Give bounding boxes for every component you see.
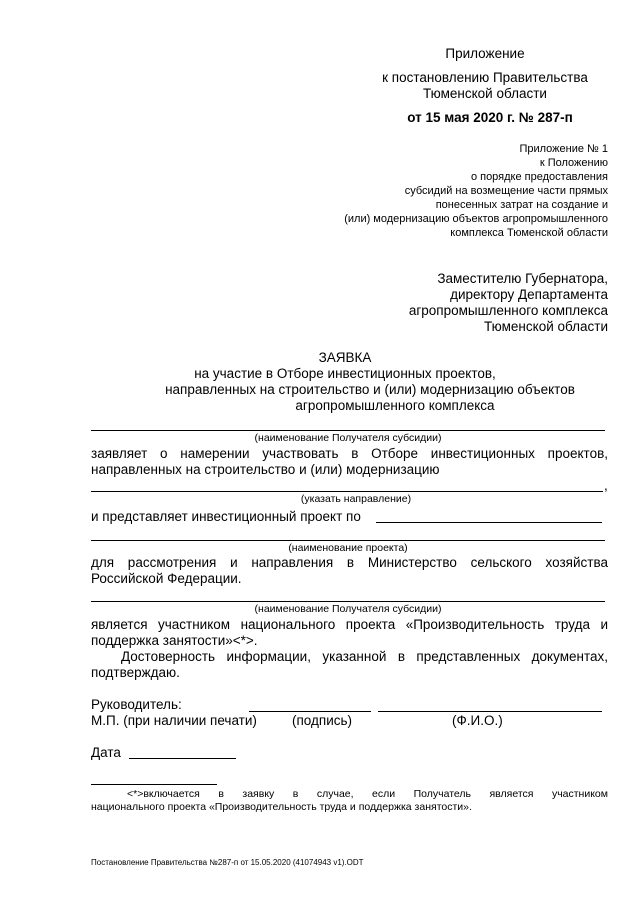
footnote-text: <*>включается в заявку в случае, если Получатель является участником [127, 788, 608, 800]
title-line: направленных на строительство и (или) модернизацию объектов [165, 382, 575, 397]
region-name: Тюменской области [423, 86, 547, 101]
review-text: для рассмотрения и направления в Министерство сельского хозяйства [91, 555, 608, 570]
annex-line: понесенных затрат на создание и [435, 199, 608, 211]
project-caption: (наименование проекта) [288, 542, 408, 554]
recipient-caption-2: (наименование Получателя субсидии) [254, 603, 442, 615]
addressee-line: Заместителю Губернатора, [437, 271, 608, 286]
confirm-text-cont: подтверждаю. [91, 665, 180, 680]
date-label: Дата [91, 745, 121, 760]
presents-text: и представляет инвестиционный проект по [91, 509, 361, 524]
direction-caption: (указать направление) [300, 493, 412, 505]
signature-field[interactable] [249, 711, 371, 712]
review-text-cont: Российской Федерации. [91, 571, 242, 586]
project-field-inline[interactable] [376, 522, 602, 523]
annex-line: о порядке предоставления [470, 171, 608, 183]
annex-line: (или) модернизацию объектов агропромышленного [344, 213, 608, 225]
participant-text-cont: поддержка занятости»<*>. [91, 633, 258, 648]
stamp-label: М.П. (при наличии печати) [91, 713, 257, 728]
project-name-field[interactable] [91, 540, 605, 541]
title-line: на участие в Отборе инвестиционных проектов, [194, 366, 496, 381]
confirm-text: Достоверность информации, указанной в представленных документах, [121, 649, 608, 664]
declares-text-cont: направленных на строительство и (или) модернизацию [91, 462, 440, 477]
document-title: ЗАЯВКА [318, 350, 372, 365]
declares-text: заявляет о намерении участвовать в Отборе инвестиционных проектов, [91, 446, 608, 461]
head-label: Руководитель: [91, 697, 182, 712]
annex-line: комплекса Тюменской области [450, 227, 608, 239]
footnote-text-cont: национального проекта «Производительность труда и поддержка занятости». [91, 801, 472, 813]
annex-line: субсидий на возмещение части прямых [404, 185, 608, 197]
comma: , [604, 478, 608, 493]
annex-line: к Положению [539, 157, 608, 169]
title-line: агропромышленного комплекса [295, 398, 495, 413]
addressee-line: агропромышленного комплекса [408, 303, 608, 318]
recipient-name-field-2[interactable] [91, 601, 605, 602]
annex-line: Приложение № 1 [519, 143, 608, 155]
recipient-name-field[interactable] [91, 430, 605, 431]
fio-field[interactable] [378, 711, 602, 712]
appendix-label: Приложение [445, 46, 525, 61]
document-footer: Постановление Правительства №287-п от 15.05.2020 (41074943 v1).ODT [91, 858, 364, 867]
direction-field[interactable] [91, 491, 603, 492]
date-field[interactable] [129, 758, 236, 759]
recipient-caption: (наименование Получателя субсидии) [254, 432, 442, 444]
fio-caption: (Ф.И.О.) [452, 713, 503, 728]
resolution-reference: к постановлению Правительства [382, 70, 588, 85]
participant-text: является участником национального проекта «Производительность труда и [91, 617, 608, 632]
addressee-line: Тюменской области [484, 319, 608, 334]
signature-caption: (подпись) [292, 713, 353, 728]
addressee-line: директору Департамента [450, 287, 608, 302]
resolution-date-number: от 15 мая 2020 г. № 287-п [407, 110, 573, 125]
footnote-separator [91, 784, 217, 785]
